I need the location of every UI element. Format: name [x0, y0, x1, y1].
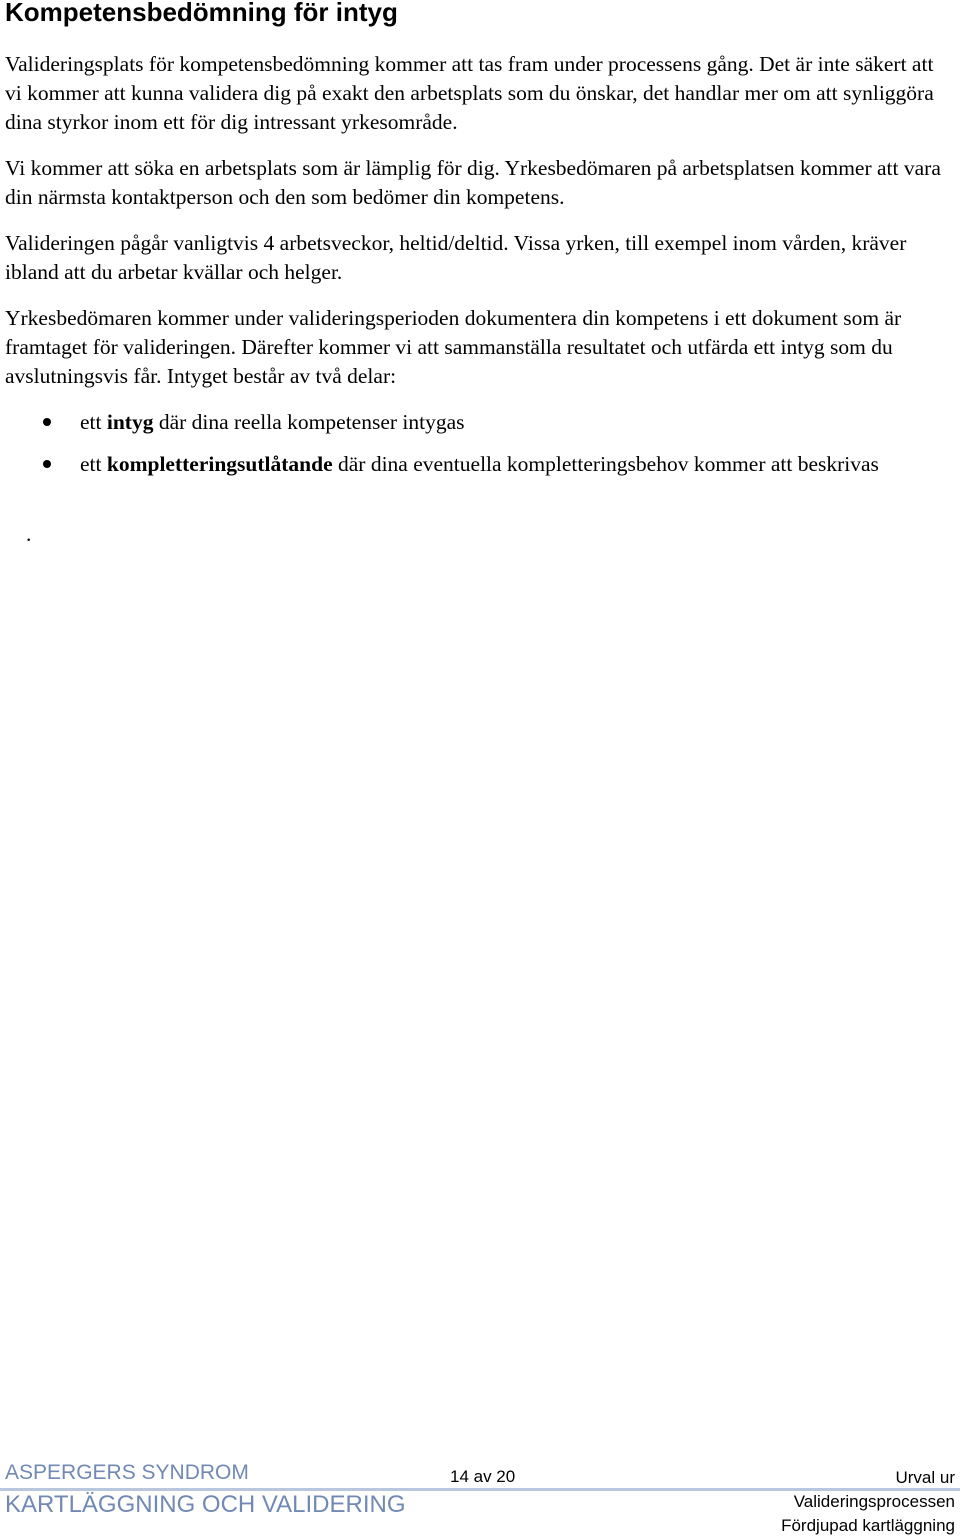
- bullet-text-after: där dina reella kompetenser intygas: [153, 410, 465, 434]
- footer-org-line2: KARTLÄGGNING OCH VALIDERING: [5, 1491, 406, 1518]
- paragraph-duration: Valideringen pågår vanligtvis 4 arbetsveckor, heltid/deltid. Vissa yrken, till exempel inom vården, kräver ibland att du arbetar kvällar och helger.: [5, 231, 907, 284]
- paragraph-validation-place: Valideringsplats för kompetensbedömning kommer att tas fram under processens gång. Det är inte säkert att vi kommer att kunna validera dig på exakt den arbetsplats som du önskar, det handlar mer om att synliggöra dina styrkor inom ett för dig intressant yrkesområde.: [5, 52, 934, 134]
- bullet-icon: [43, 460, 51, 468]
- footer-right-line3: Fördjupad kartläggning: [781, 1516, 955, 1535]
- bullet-text-bold: kompletteringsutlåtande: [106, 452, 333, 476]
- bullet-text-before: ett: [80, 410, 107, 434]
- footer-right-line2: Valideringsprocessen: [793, 1492, 955, 1511]
- bullet-text-bold: intyg: [106, 410, 154, 434]
- footer-right-block: [781, 1466, 955, 1538]
- list-item: [80, 450, 950, 479]
- footer-org-line1: ASPERGERS SYNDROM: [5, 1461, 249, 1484]
- list-item: [80, 408, 950, 437]
- section-heading: Kompetensbedömning för intyg: [5, 0, 398, 27]
- footer-right-line1: Urval ur: [895, 1468, 955, 1487]
- paragraph-documentation: Yrkesbedömaren kommer under valideringsperioden dokumentera din kompetens i ett dokument som är framtaget för valideringen. Därefter kommer vi att sammanställa resultatet och utfärda ett intyg som du avslutningsvis får. Intyget består av två delar:: [5, 306, 902, 388]
- bullet-icon: [43, 418, 51, 426]
- bullet-text-before: ett: [80, 452, 107, 476]
- paragraph-workplace-search: Vi kommer att söka en arbetsplats som är lämplig för dig. Yrkesbedömaren på arbetsplatsen kommer att vara din närmsta kontaktperson och den som bedömer din kompetens.: [5, 156, 941, 209]
- stray-period: .: [26, 522, 32, 546]
- bullet-text-after: där dina eventuella kompletteringsbehov kommer att beskrivas: [332, 452, 879, 476]
- page-number: 14 av 20: [450, 1467, 516, 1486]
